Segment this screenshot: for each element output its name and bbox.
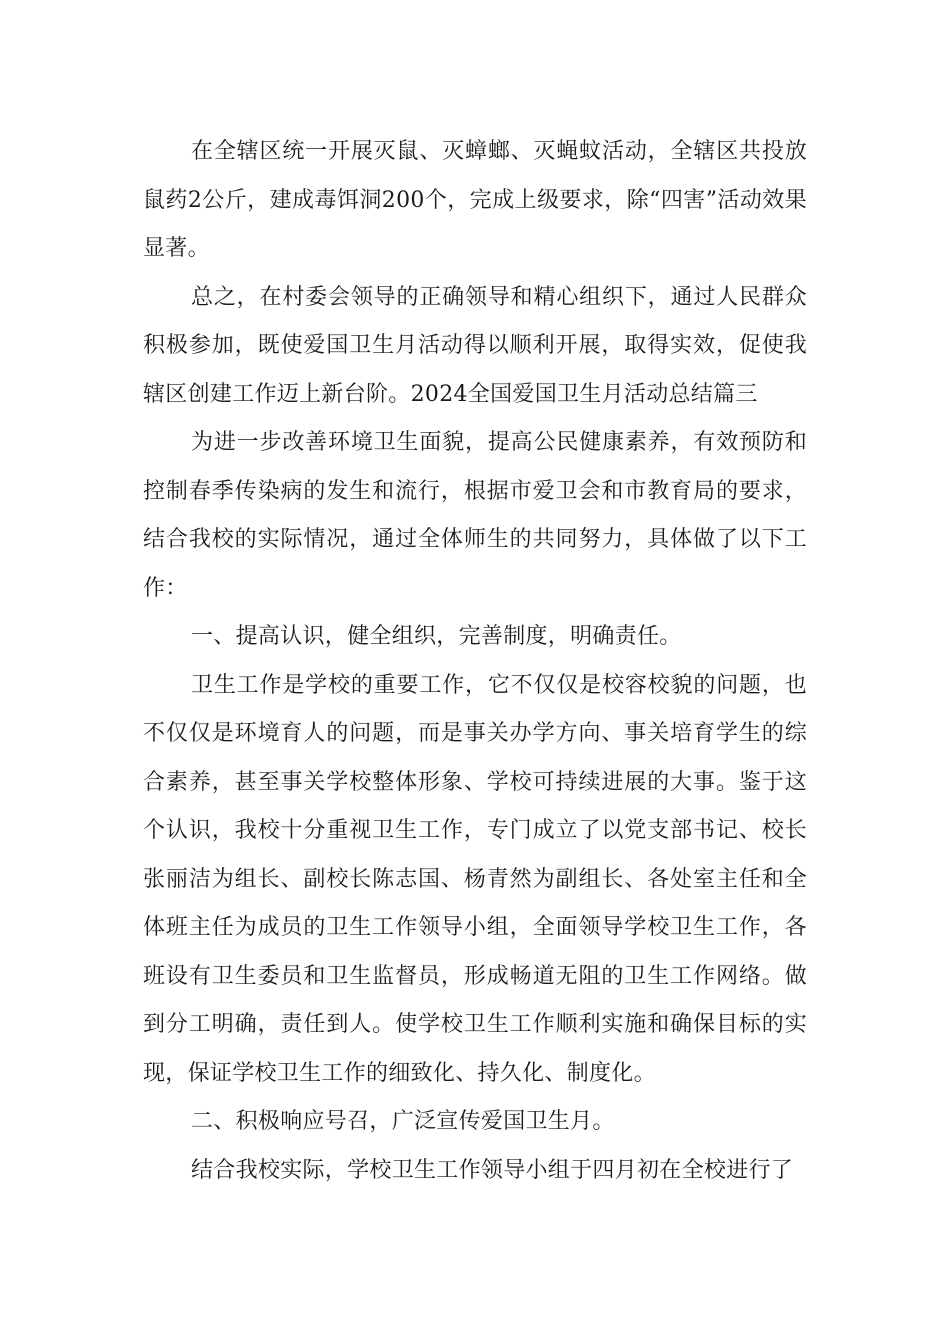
paragraph-intro: 为进一步改善环境卫生面貌，提高公民健康素养，有效预防和控制春季传染病的发生和流行，根据市爱卫会和市教育局的要求，结合我校的实际情况，通过全体师生的共同努力，具体做了以下工作： <box>143 430 807 601</box>
section-heading-2: 二、积极响应号召，广泛宣传爱国卫生月。 <box>191 1109 615 1134</box>
section-heading-1: 一、提高认识，健全组织，完善制度，明确责任。 <box>191 624 682 649</box>
document-body <box>143 128 807 1195</box>
paragraph-campaign: 结合我校实际，学校卫生工作领导小组于四月初在全校进行了 <box>191 1157 794 1183</box>
paragraph-organization: 卫生工作是学校的重要工作，它不仅仅是校容校貌的问题，也不仅仅是环境育人的问题，而是事关办学方向、事关培育学生的综合素养，甚至事关学校整体形象、学校可持续进展的大事。鉴于这个认识，我校十分重视卫生工作，专门成立了以党支部书记、校长张丽洁为组长、副校长陈志国、杨青然为副组长、各处室主任和全体班主任为成员的卫生工作领导小组，全面领导学校卫生工作，各班设有卫生委员和卫生监督员，形成畅道无阻的卫生工作网络。做到分工明确，责任到人。使学校卫生工作顺利实施和确保目标的实现，保证学校卫生工作的细致化、持久化、制度化。 <box>143 672 807 1086</box>
paragraph-summary: 总之，在村委会领导的正确领导和精心组织下，通过人民群众积极参加，既使爱国卫生月活动得以顺利开展，取得实效，促使我辖区创建工作迈上新台阶。2024全国爱国卫生月活动总结篇三 <box>143 284 807 407</box>
paragraph-pest-control: 在全辖区统一开展灭鼠、灭蟑螂、灭蝇蚊活动，全辖区共投放鼠药2公斤，建成毒饵洞200个，完成上级要求，除“四害”活动效果显著。 <box>143 139 807 261</box>
